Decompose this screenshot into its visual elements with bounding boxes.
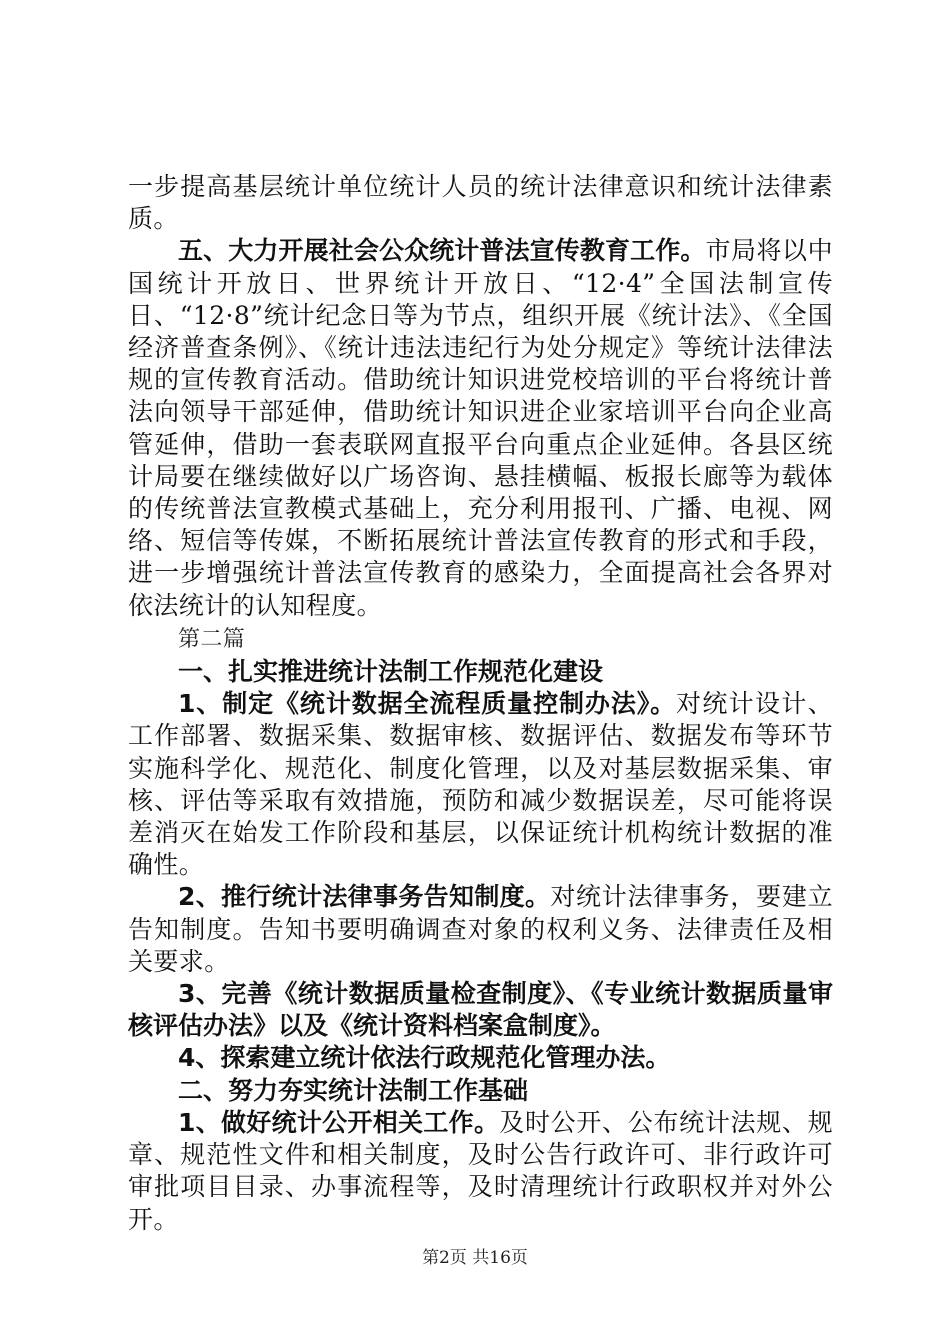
paragraph-9-lead: 二、努力夯实统计法制工作基础 <box>178 1075 529 1105</box>
paragraph-6 <box>128 881 833 978</box>
paragraph-10-text: 及时公开、公布统计法规、规章、规范性文件和相关制度，及时公告行政许可、非行政许可审批项目目录、办事流程等，及时清理统计行政职权并对外公开。 <box>128 1107 833 1234</box>
paragraph-1-text: 一步提高基层统计单位统计人员的统计法律意识和统计法律素质。 <box>128 172 833 234</box>
page-footer: 第2页 共16页 <box>422 1248 528 1268</box>
paragraph-5 <box>128 688 833 881</box>
document-body <box>128 171 833 1236</box>
paragraph-9 <box>128 1075 833 1107</box>
paragraph-3 <box>128 622 833 656</box>
paragraph-4 <box>128 656 833 688</box>
paragraph-8 <box>128 1042 833 1074</box>
paragraph-7 <box>128 978 833 1042</box>
paragraph-2-text: 市局将以中国统计开放日、世界统计开放日、“12·4”全国法制宣传日、“12·8”统计纪念日等为节点，组织开展《统计法》、《全国经济普查条例》、《统计违法违纪行为处分规定》等统计法律法规的宣传教育活动。借助统计知识进党校培训的平台将统计普法向领导干部延伸，借助统计知识进企业家培训平台向企业高管延伸，借助一套表联网直报平台向重点企业延伸。各县区统计局要在继续做好以广场咨询、悬挂横幅、板报长廊等为载体的传统普法宣教模式基础上，充分利用报刊、广播、电视、网络、短信等传媒，不断拓展统计普法宣传教育的形式和手段，进一步增强统计普法宣传教育的感染力，全面提高社会各界对依法统计的认知程度。 <box>128 236 833 620</box>
paragraph-10-lead: 1、做好统计公开相关工作。 <box>178 1107 500 1137</box>
section-heading-second: 第二篇 <box>178 626 246 652</box>
paragraph-5-lead: 1、制定《统计数据全流程质量控制办法》。 <box>178 689 677 719</box>
paragraph-8-lead: 4、探索建立统计依法行政规范化管理办法。 <box>178 1043 671 1073</box>
paragraph-6-lead: 2、推行统计法律事务告知制度。 <box>178 882 551 912</box>
paragraph-2 <box>128 235 833 621</box>
paragraph-1 <box>128 171 833 235</box>
paragraph-7-lead: 3、完善《统计数据质量检查制度》、《专业统计数据质量审核评估办法》以及《统计资料档案盒制度》。 <box>128 979 833 1041</box>
paragraph-5-text: 对统计设计、工作部署、数据采集、数据审核、数据评估、数据发布等环节实施科学化、规范化、制度化管理，以及对基层数据采集、审核、评估等采取有效措施，预防和减少数据误差，尽可能将误差消灭在始发工作阶段和基层，以保证统计机构统计数据的准确性。 <box>128 689 833 880</box>
paragraph-4-lead: 一、扎实推进统计法制工作规范化建设 <box>178 657 604 687</box>
paragraph-2-lead: 五、大力开展社会公众统计普法宣传教育工作。 <box>178 236 706 266</box>
paragraph-10 <box>128 1107 833 1236</box>
paragraph-6-text: 对统计法律事务，要建立告知制度。告知书要明确调查对象的权利义务、法律责任及相关要求。 <box>128 882 833 976</box>
